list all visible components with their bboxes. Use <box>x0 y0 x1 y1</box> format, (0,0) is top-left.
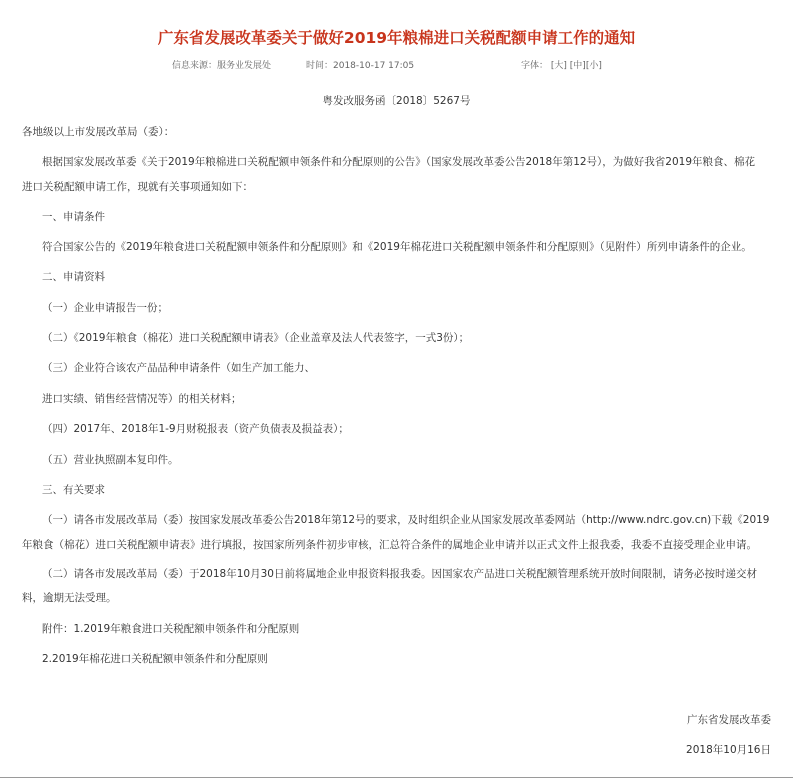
requirement-1-suffix: )下载《2019 <box>707 514 770 526</box>
materials-item-4: （四）2017年、2018年1-9月财税报表（资产负债表及损益表）； <box>42 423 349 435</box>
publish-time: 时间：2018-10-17 17:05 <box>306 61 415 71</box>
addressee: 各地级以上市发展改革局（委）： <box>22 126 175 138</box>
requirement-2-line-1: （二）请各市发展改革局（委）于2018年10月30日前将属地企业申报资料报我委。因国家农产品进口关税配额管理系统开放时间限制，请务必按时递交材 <box>42 568 757 580</box>
materials-item-3b: 进口实绩、销售经营情况等）的相关材料； <box>42 393 242 405</box>
intro-line-1: 根据国家发展改革委《关于2019年粮棉进口关税配额申领条件和分配原则的公告》（国家发展改革委公告2018年第12号），为做好我省2019年粮食、棉花 <box>42 156 756 168</box>
intro-line-2: 进口关税配额申请工作，现就有关事项通知如下： <box>22 181 253 193</box>
ndrc-website-link[interactable]: http://www.ndrc.gov.cn <box>586 514 708 526</box>
requirement-1-line-2: 年粮食（棉花）进口关税配额申请表》进行填报，按国家所列条件初步审核，汇总符合条件的属地企业申请并以正式文件上报我委，我委不直接受理企业申请。 <box>22 539 757 551</box>
attachment-1: 附件：1.2019年粮食进口关税配额申领条件和分配原则 <box>42 623 300 635</box>
materials-item-3a: （三）企业符合该农产品品种申请条件（如生产加工能力、 <box>42 362 315 374</box>
font-size-controls <box>521 58 602 71</box>
section-heading-demands: 三、有关要求 <box>42 484 105 496</box>
requirement-1-line-1 <box>42 512 770 527</box>
signature-org: 广东省发展改革委 <box>687 714 771 726</box>
info-source: 信息来源：服务业发展处 <box>172 61 272 71</box>
page-title: 广东省发展改革委关于做好2019年粮棉进口关税配额申请工作的通知 <box>157 29 636 47</box>
requirement-1-prefix: （一）请各市发展改革局（委）按国家发展改革委公告2018年第12号的要求，及时组织企业从国家发展改革委网站（ <box>42 514 587 526</box>
font-medium-button[interactable]: [中] <box>569 61 586 71</box>
font-size-label: 字体： <box>521 61 549 71</box>
section-heading-requirements: 一、申请条件 <box>42 211 105 223</box>
bottom-divider <box>0 777 793 778</box>
signature-date: 2018年10月16日 <box>686 744 771 756</box>
materials-item-2: （二）《2019年粮食（棉花）进口关税配额申请表》（企业盖章及法人代表签字，一式3份）； <box>42 332 470 344</box>
section-heading-materials: 二、申请资料 <box>42 271 105 283</box>
document-number: 粤发改服务函〔2018〕5267号 <box>322 95 471 107</box>
font-small-button[interactable]: [小] <box>585 61 602 71</box>
font-large-button[interactable]: [大] <box>550 61 567 71</box>
requirement-2-line-2: 料，逾期无法受理。 <box>22 592 117 604</box>
attachment-2: 2.2019年棉花进口关税配额申领条件和分配原则 <box>42 653 268 665</box>
materials-item-5: （五）营业执照副本复印件。 <box>42 454 179 466</box>
materials-item-1: （一）企业申请报告一份； <box>42 302 168 314</box>
section1-text: 符合国家公告的《2019年粮食进口关税配额申领条件和分配原则》和《2019年棉花进口关税配额申领条件和分配原则》（见附件）所列申请条件的企业。 <box>42 241 752 253</box>
